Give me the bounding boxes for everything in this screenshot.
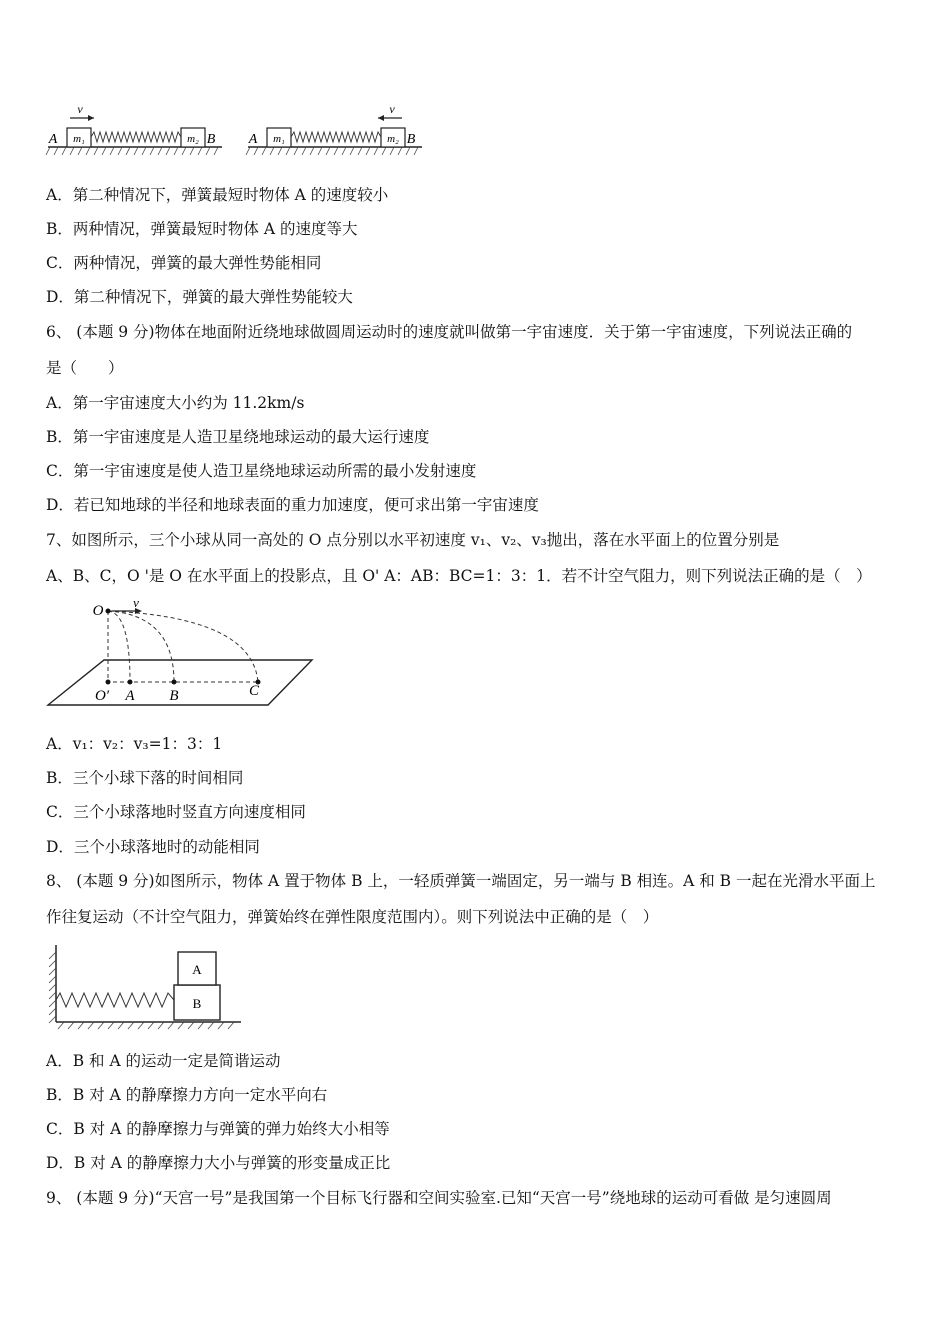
label-b: B bbox=[206, 132, 216, 147]
q9-stem-line1: 9、 (本题 9 分)“天宫一号”是我国第一个目标飞行器和空间实验室.已知“天宫一号”绕地球的运动可看做 是匀速圆周 bbox=[46, 1189, 832, 1207]
q5-option-d: D．第二种情况下，弹簧的最大弹性势能较大 bbox=[46, 288, 353, 306]
q6-option-a: A．第一宇宙速度大小约为 11.2km/s bbox=[46, 394, 305, 412]
trajectory-c bbox=[108, 611, 258, 682]
label-a: A bbox=[48, 132, 58, 147]
q6-option-c: C．第一宇宙速度是使人造卫星绕地球运动所需的最小发射速度 bbox=[46, 462, 477, 480]
label-o-prime: O′ bbox=[94, 688, 110, 704]
point-b bbox=[172, 680, 177, 685]
velocity-label: v bbox=[389, 102, 395, 116]
label-b: B bbox=[406, 132, 416, 147]
q7-option-a: A．v₁：v₂：v₃=1：3：1 bbox=[46, 735, 223, 753]
m1-label: m₁ bbox=[73, 133, 85, 145]
q6-stem-line2: 是（ ） bbox=[46, 359, 124, 377]
label-o: O bbox=[92, 603, 104, 619]
q8-option-c: C．B 对 A 的静摩擦力与弹簧的弹力始终大小相等 bbox=[46, 1120, 390, 1138]
q8-stem-line2: 作往复运动（不计空气阻力，弹簧始终在弹性限度范围内）。则下列说法中正确的是（ ） bbox=[46, 908, 659, 926]
label-a: A bbox=[192, 962, 202, 977]
m1-label: m₁ bbox=[273, 133, 285, 145]
label-v: v bbox=[133, 595, 139, 610]
q6-option-d: D．若已知地球的半径和地球表面的重力加速度，便可求出第一宇宙速度 bbox=[46, 496, 539, 514]
q8-option-d: D．B 对 A 的静摩擦力大小与弹簧的形变量成正比 bbox=[46, 1154, 391, 1172]
label-b: B bbox=[192, 996, 202, 1011]
q8-option-b: B．B 对 A 的静摩擦力方向一定水平向右 bbox=[46, 1086, 328, 1104]
q7-stem-line1: 7、如图所示，三个小球从同一高处的 O 点分别以水平初速度 v₁、v₂、v₃抛出，落在水平面上的位置分别是 bbox=[46, 531, 780, 549]
q5-option-b: B．两种情况，弹簧最短时物体 A 的速度等大 bbox=[46, 220, 358, 238]
q8-stem-line1: 8、 (本题 9 分)如图所示，物体 A 置于物体 B 上，一轻质弹簧一端固定，另一端与 B 相连。A 和 B 一起在光滑水平面上 bbox=[46, 872, 876, 890]
projectile-figure bbox=[44, 595, 319, 710]
q7-stem-line2: A、B、C，O '是 O 在水平面上的投影点，且 O' A：AB：BC=1：3：1．若不计空气阻力，则下列说法正确的是（ ） bbox=[46, 567, 872, 585]
q5-option-a: A．第二种情况下，弹簧最短时物体 A 的速度较小 bbox=[46, 186, 389, 204]
point-o bbox=[106, 609, 111, 614]
trajectory-a bbox=[108, 611, 130, 682]
arrow-right-icon bbox=[88, 115, 94, 121]
q6-option-b: B．第一宇宙速度是人造卫星绕地球运动的最大运行速度 bbox=[46, 428, 430, 446]
spring-diagram-right bbox=[246, 102, 422, 155]
label-a: A bbox=[125, 688, 135, 704]
velocity-label: v bbox=[77, 102, 83, 116]
point-a bbox=[128, 680, 133, 685]
q6-stem-line1: 6、 (本题 9 分)物体在地面附近绕地球做圆周运动时的速度就叫做第一宇宙速度．关于第一宇宙速度，下列说法正确的 bbox=[46, 323, 853, 341]
m2-label: m₂ bbox=[187, 133, 199, 145]
spring bbox=[56, 993, 174, 1007]
arrow-left-icon bbox=[378, 115, 384, 121]
q7-option-b: B．三个小球下落的时间相同 bbox=[46, 769, 244, 787]
label-b: B bbox=[169, 688, 179, 704]
q7-option-d: D．三个小球落地时的动能相同 bbox=[46, 838, 260, 856]
q8-option-a: A．B 和 A 的运动一定是简谐运动 bbox=[46, 1052, 281, 1070]
point-o-prime bbox=[106, 680, 111, 685]
spring-blocks-figure bbox=[44, 100, 429, 160]
q5-option-c: C．两种情况，弹簧的最大弹性势能相同 bbox=[46, 254, 322, 272]
m2-label: m₂ bbox=[387, 133, 399, 145]
spring-wall-figure bbox=[44, 940, 244, 1035]
spring-diagram-left bbox=[46, 102, 222, 155]
trajectory-b bbox=[108, 611, 174, 682]
q7-option-c: C．三个小球落地时竖直方向速度相同 bbox=[46, 803, 306, 821]
label-c: C bbox=[248, 683, 260, 699]
label-a: A bbox=[248, 132, 258, 147]
